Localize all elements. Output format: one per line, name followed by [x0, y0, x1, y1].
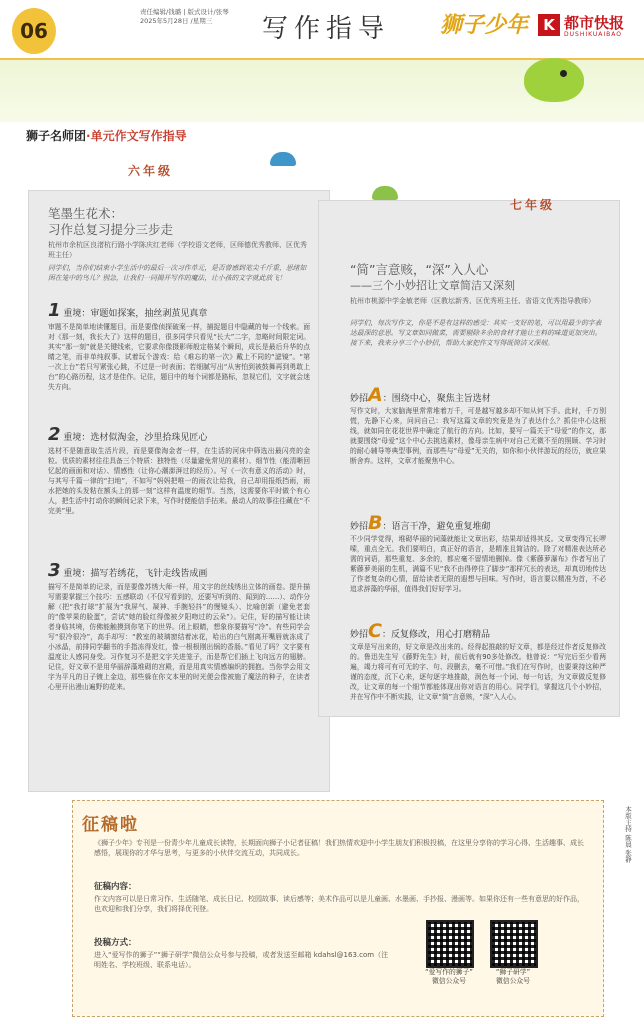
dushikuaibao-logo — [538, 14, 638, 44]
logo-k-icon: K — [538, 14, 560, 36]
left-article-title-1: 笔墨生花术： — [48, 206, 124, 221]
logo-en: DUSHIKUAIBAO — [564, 31, 622, 38]
submission-intro: 《狮子少年》专刊是一份青少年儿童成长读物，长期面向狮子小记者征稿！我们热情欢迎中小学生朋友们积极投稿，在这里分享你的学习心得、生活趣事、成长感悟，展现你的才华与思考，与更多的小伙伴交流互动，共同成长。 — [94, 839, 584, 857]
tip-c-letter: C — [368, 620, 382, 642]
step-1-text: 审题不是简单地读懂题目，而是要像侦探破案一样，捕捉题目中隐藏的每一个线索。面对《那一刻，我长大了》这样的题目，很多同学只看见“长大”二字，忽略时间限定词。其实“那一刻”就是关键线索，它要求你像摄影师般定格某个瞬间，成长是最后升华的点睛之笔，而非单纯叙事。试着玩个游戏：给《难忘的第一次》戴上不同的“滤镜”。“第一次上台”若只写紧张心跳，不过是一时表面；若细腻写出“从害怕到被鼓舞再到勇敢上台”的心路历程，这才是佳作。记住，题目中的每个词都是路标，忽视它们，文字就会迷失方向。 — [48, 323, 310, 391]
step-1-number: 1 — [48, 300, 61, 321]
right-byline: 杭州市桃源中学金敏老师（区教坛新秀、区优秀班主任、省语文优秀指导教师） — [350, 297, 595, 305]
bird-icon — [524, 58, 584, 102]
tip-a-heading: 妙招A：围绕中心，聚焦主旨选材 — [350, 384, 491, 406]
qr-code-icon[interactable] — [426, 920, 474, 968]
left-byline: 杭州市余杭区良渚杭行路小学陈庆红老师（学校语文老师，区师德优秀教师、区优秀班主任） — [48, 241, 307, 259]
step-1-heading — [48, 300, 207, 321]
qr-caption-2-line2: 微信公众号 — [496, 977, 530, 985]
section-title — [26, 127, 187, 144]
submission-method-heading: 投稿方式： — [94, 938, 137, 948]
section-suffix: 单元作文写作指导 — [90, 129, 187, 143]
right-article-title-2: ——三个小妙招让文章简洁又深刻 — [350, 279, 515, 292]
qr-caption-1-line1: “爱写作的狮子” — [425, 968, 473, 976]
qr-caption-1-line2: 微信公众号 — [432, 977, 466, 985]
step-3-label: 重境：描写若绣花，飞针走线皆成画 — [63, 569, 208, 579]
step-3-heading — [48, 560, 207, 581]
left-article-title-2: 习作总复习提分三步走 — [48, 222, 174, 237]
tip-a-letter: A — [368, 384, 383, 406]
tip-a-label: ：围绕中心，聚焦主旨选材 — [382, 394, 491, 404]
right-article-title-1: “简”言意赅，“深”入人心 — [350, 262, 489, 277]
section-dot: · — [86, 129, 91, 143]
logo-cn: 都市快报 — [564, 14, 625, 32]
section-prefix: 狮子名师团 — [26, 129, 87, 143]
step-2-heading — [48, 424, 207, 445]
qr-caption-2-line1: “狮子研学” — [495, 968, 531, 976]
lion-brand-logo: 狮子少年 — [440, 13, 529, 38]
graduation-hat-icon — [270, 152, 296, 166]
submission-content: 作文内容可以是日常习作、生活随笔、成长日记、校园故事、读后感等；美术作品可以是儿童画、水墨画、手抄报、漫画等。如果你还有一些有意思的好作品，也欢迎和我们分享，我们将择优刊登。 — [94, 895, 584, 913]
qr-caption-2 — [478, 968, 548, 986]
page-number: 06 — [12, 8, 56, 54]
qr-caption-1 — [414, 968, 484, 986]
page-title: 写作指导 — [262, 14, 391, 44]
grade-label-six: 六年级 — [128, 164, 174, 178]
tip-b-text: 不少同学觉得，堆砌华丽的词藻就能让文章出彩，结果却适得其反。文章变得冗长啰嗦，重点全无。我们要明白，真正好的语言，是精准且简洁的。除了对精准表达所必需的词语，那些重复、多余的，都应毫不留情地删掉。像《紫藤萝瀑布》作者写出了紫藤萝美丽的生机，满篇不见“我不由得停住了脚步”那样冗长的表达，却真切地传达了作者复杂的心情，留给读者无限的遐想与回味。写作时，语言要以精准为首，不必追求辞藻的华丽，值得我们好好学习。 — [350, 535, 606, 593]
grade-label-seven: 七年级 — [510, 198, 556, 212]
step-3-number: 3 — [48, 560, 61, 581]
tip-b-label: ：语言干净，避免重复堆砌 — [382, 522, 491, 532]
submission-title: 征稿啦 — [82, 815, 139, 835]
submission-method: 进入“爱写作的狮子”“狮子研学”微信公众号参与投稿，或者发送至邮箱 kdahsl@163.com（注明姓名、学校班级、联系电话）。 — [94, 951, 389, 969]
editor-line: 责任编辑/钱璐 | 版式设计/张琴 — [140, 8, 229, 16]
left-intro: 同学们，当你们结束小学生活中的最后一次习作单元，是否曾感到笔尖千斤重，思绪如困在笼中的鸟儿？别急，让我们一同揭开写作的魔法，让小孩的文字就此放飞！ — [48, 264, 307, 282]
tip-c-heading: 妙招C：反复修改，用心打磨精品 — [350, 620, 490, 642]
editors-credit: 本版主持 陈晨 张静 — [624, 806, 632, 863]
tip-a-text: 写作文时，大家脑海里常常堆着万千，可是越写越多却不知从何下手。此时，千万别慌，先静下心来，问问自己：我写这篇文章的究竟是为了表达什么？抓住中心这根线，就如同在花花世界中确定了航行的方向。比如，要写一篇关于“母爱”的作文，那就要围绕“母爱”这个中心去挑选素材，像母亲生病中对自己无微不至的照顾、学习时的耐心辅导等典型事例，而那些与“母爱”无关的，如你和小伙伴游玩的经历，就应果断舍弃。这样，文章才能聚焦中心。 — [350, 407, 606, 465]
submission-content-heading: 征稿内容： — [94, 882, 137, 892]
bird-eye-icon — [560, 70, 567, 77]
right-intro: 同学们，每次写作文，你是不是有这样的感受：其实一支好的笔，可以用最少的字表达最深的意思。写文章如同做菜，需要剔除多余的食材才能让主料的味道更加突出。接下来，我来分享三个小妙招，帮助大家把作文写得既简洁又深刻。 — [350, 319, 602, 347]
step-3-text: 描写不是简单的记录，而是要像苏绣大师一样，用文字的丝线绣出立体的画卷。提升描写需要掌握三个技巧：五感联动（不仅写看到的，还要写听到的、闻到的……）、动作分解（把“我打球”扩展为“我屏气、凝神、手腕轻抖”的慢镜头）、比喻创新（避免老套的“像苹果的脸蛋”，尝试“她的脸红得像被夕阳吻过的云朵”）。记住，好的描写能让读者身临其境，仿佛能触摸到你笔下的世界。闭上眼睛，想象你要描写“冷”。有些同学会写“很冷很冷”，高手却写：“教室的玻璃窗结着冰花，哈出的白气刚离开嘴唇就冻成了小冰晶，前排同学翻书的手指冻得发红，像一根根刚出锅的香肠。”看见了吗？文字要有温度让人感同身受。习作复习不是把文字关进笼子，而是帮它们插上飞向远方的翅膀。记住，好文章不是用华丽辞藻堆砌的宫殿，而是用真实情感编织的拥抱。当你学会用文字为平凡的日子镀上金边，那些躲在你文本里的时光便会像被施了魔法的种子，在读者心里开出漫山遍野的花来。 — [48, 583, 310, 691]
tip-b-heading: 妙招B：语言干净，避免重复堆砌 — [350, 512, 491, 534]
step-2-number: 2 — [48, 424, 61, 445]
step-2-label: 重境：选材似淘金，沙里拾珠见匠心 — [63, 433, 208, 443]
tip-b-letter: B — [368, 512, 383, 534]
date-line: 2025年5月28日 /星期三 — [140, 17, 213, 25]
graduation-hat-icon — [372, 186, 398, 200]
step-1-label: 重境：审题如探案，抽丝剥茧见真章 — [63, 309, 208, 319]
tip-c-text: 文章是写出来的，好文章是改出来的。经得起推敲的好文章，都是经过作者反复修改的。鲁迅先生写《藤野先生》时，前后就有90多处修改。他曾说：“写完后至少看两遍，竭力将可有可无的字、句、段删去，毫不可惜。”我们在写作时，也要秉持这种严谨的态度，沉下心来，逐句逐字地推敲，润色每一个词、每一句话，为文章做反复修改，让文章的每一个细节都能体现出你对语言的用心。同学们，掌握这几个小妙招，并在写作中不断实践，让文章“简”言意赅，“深”入人心。 — [350, 643, 606, 701]
qr-code-icon[interactable] — [490, 920, 538, 968]
step-2-text: 选材不是随意取生活片段，而是要像淘金者一样，在生活的河床中筛选出最闪亮的金粒。优质的素材往往具备三个特质：独特性（尽量避免常见的素材）、细节性（能清晰回忆起的画面和对话）、情感性（让你心潮澎湃过的经历）。写《一次有意义的活动》时，与其写千篇一律的“扫地”，不如写“妈妈把唯一的雨衣让给我，自己却用报纸挡雨，雨水把她的头发粘在额头上的那一刻”这样有温度的细节。当然，这需要你平时做个有心人，把生活中打动你的瞬间记录下来，写作时便能信手拈来。最动人的故事往往藏在“不完美”里。 — [48, 447, 310, 515]
tip-c-label: ：反复修改，用心打磨精品 — [381, 630, 490, 640]
